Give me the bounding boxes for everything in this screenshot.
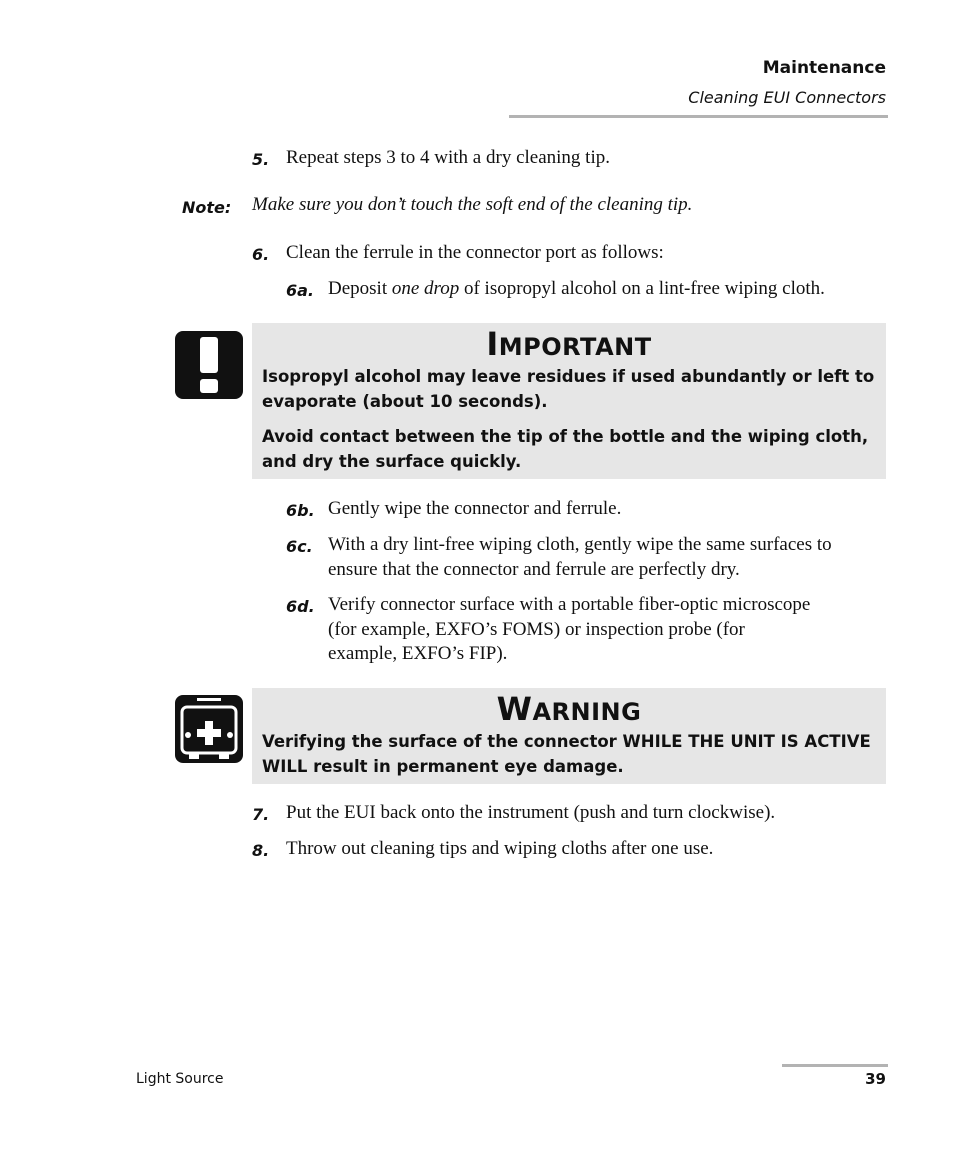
step-5-number: 5.: [252, 150, 270, 169]
step-8-number: 8.: [252, 841, 270, 860]
page-number: 39: [865, 1070, 886, 1088]
footer-rule: [782, 1064, 888, 1067]
step-6b-number: 6b.: [286, 501, 315, 520]
step-6d-text: Verify connector surface with a portable fiber-optic microscope (for example, EXFO’s FOMS) or inspection probe (for example, EXFO’s FIP).: [328, 594, 811, 664]
exclamation-icon: [175, 331, 243, 399]
step-6a-pre: Deposit: [328, 278, 392, 299]
note-text: Make sure you don’t touch the soft end of the cleaning tip.: [252, 194, 693, 215]
warning-box: [252, 688, 886, 784]
step-8-text: Throw out cleaning tips and wiping cloths after one use.: [286, 838, 714, 859]
header-rule: [509, 115, 888, 118]
step-7-text: Put the EUI back onto the instrument (push and turn clockwise).: [286, 802, 776, 823]
step-6a-post: of isopropyl alcohol on a lint-free wiping cloth.: [459, 278, 825, 299]
step-6-text: Clean the ferrule in the connector port as follows:: [286, 242, 664, 263]
step-6c-text: With a dry lint-free wiping cloth, gently wipe the same surfaces to ensure that the connector and ferrule are perfectly dry.: [328, 534, 832, 580]
step-7-number: 7.: [252, 805, 270, 824]
step-6a-number: 6a.: [286, 281, 315, 300]
footer-product: Light Source: [136, 1071, 224, 1087]
important-paragraph-2: Avoid contact between the tip of the bottle and the wiping cloth, and dry the surface quickly.: [262, 427, 869, 471]
step-6d-number: 6d.: [286, 597, 315, 616]
step-6-number: 6.: [252, 245, 270, 264]
warning-title: WARNING: [496, 690, 642, 728]
important-paragraph-1: Isopropyl alcohol may leave residues if used abundantly or left to evaporate (about 10 seconds).: [262, 367, 875, 411]
ambulance-icon: [175, 695, 243, 763]
note-label: Note:: [182, 198, 232, 217]
step-6a-emphasis: one drop: [391, 278, 460, 299]
step-6b-text: Gently wipe the connector and ferrule.: [328, 498, 622, 519]
header-title: Maintenance: [762, 58, 886, 78]
warning-text: Verifying the surface of the connector WHILE THE UNIT IS ACTIVE WILL result in permanent eye damage.: [262, 732, 871, 776]
step-5-text: Repeat steps 3 to 4 with a dry cleaning tip.: [286, 147, 610, 168]
step-6c-number: 6c.: [286, 537, 313, 556]
important-title: IMPORTANT: [486, 325, 652, 363]
step-6a-text: [328, 277, 825, 302]
header-subtitle: Cleaning EUI Connectors: [688, 88, 886, 107]
important-box: [252, 323, 886, 479]
